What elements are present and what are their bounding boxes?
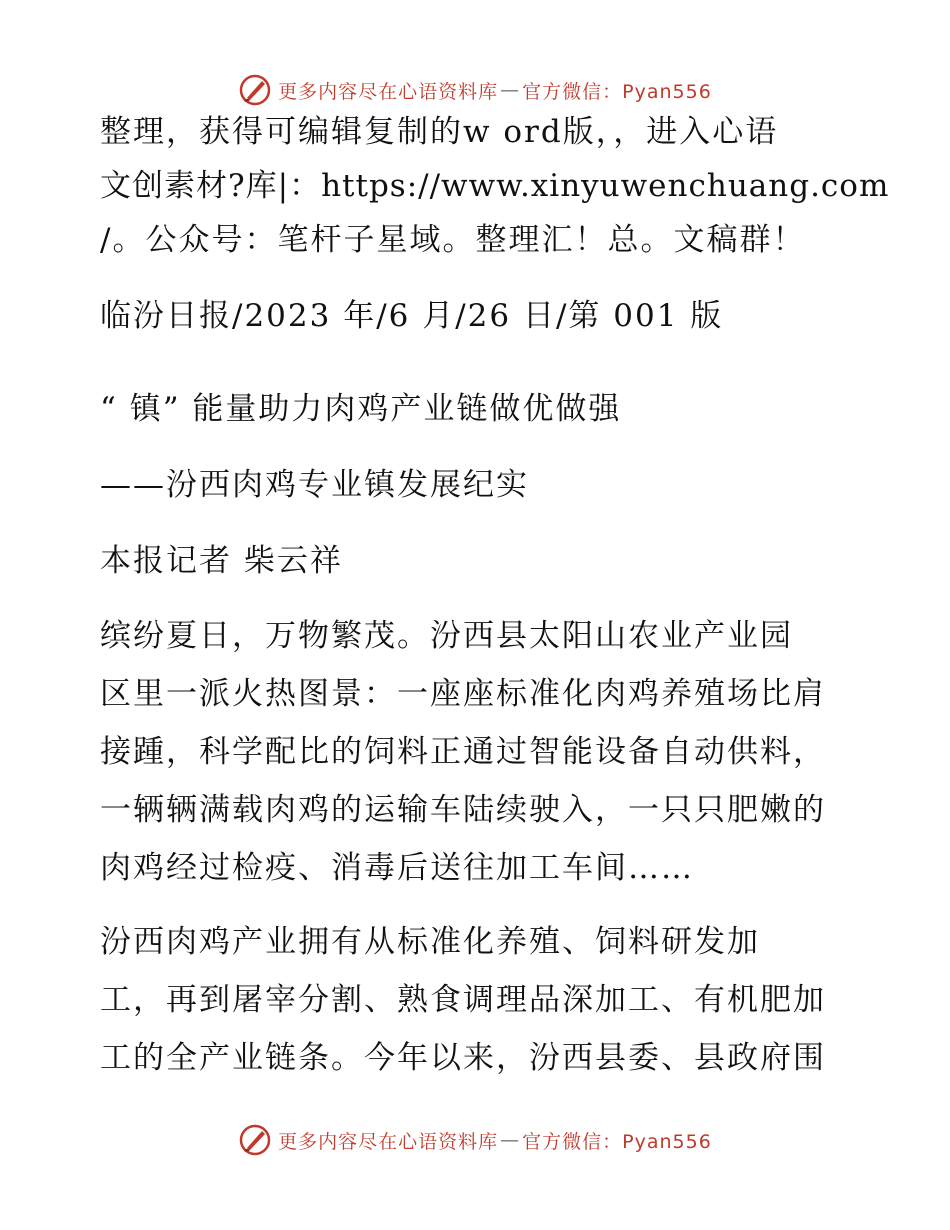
banner-text: 更多内容尽在心语资料库 <box>278 80 499 103</box>
headline: “ 镇” 能量助力肉鸡产业链做优做强 <box>100 391 622 427</box>
intro-line-1: 整理，获得可编辑复制的w ord版，，进入心语 <box>100 114 779 150</box>
brush-logo-icon <box>238 1123 272 1157</box>
intro-line-3: /。公众号：笔杆子星域。整理汇！总。文稿群！ <box>100 222 806 258</box>
subheadline: ——汾西肉鸡专业镇发展纪实 <box>100 467 529 503</box>
paragraph1-line-2: 区里一派火热图景：一座座标准化肉鸡养殖场比肩 <box>100 676 826 712</box>
paragraph1-line-4: 一辆辆满载肉鸡的运输车陆续驶入，一只只肥嫩的 <box>100 792 826 828</box>
banner-separator: — <box>500 79 521 101</box>
paragraph2-line-3: 工的全产业链条。今年以来，汾西县委、县政府围 <box>100 1040 826 1076</box>
paragraph2-line-2: 工，再到屠宰分割、熟食调理品深加工、有机肥加 <box>100 982 826 1018</box>
banner-separator: — <box>500 1129 521 1151</box>
banner-text: 更多内容尽在心语资料库 <box>278 1130 499 1153</box>
brush-logo-icon <box>238 73 272 107</box>
paragraph1-line-5: 肉鸡经过检疫、消毒后送往加工车间…… <box>100 850 694 886</box>
paragraph1-line-3: 接踵，科学配比的饲料正通过智能设备自动供料， <box>100 734 826 770</box>
banner-contact: 官方微信：Pyan556 <box>522 80 712 103</box>
watermark-banner-bottom <box>0 1120 950 1160</box>
dateline: 临汾日报/2023 年/6 月/26 日/第 001 版 <box>100 298 724 334</box>
watermark-banner-top <box>0 70 950 110</box>
paragraph2-line-1: 汾西肉鸡产业拥有从标准化养殖、饲料研发加 <box>100 924 760 960</box>
byline: 本报记者 柴云祥 <box>100 543 343 579</box>
intro-line-2: 文创素材?库|：https://www.xinyuwenchuang.com <box>100 168 890 204</box>
paragraph1-line-1: 缤纷夏日，万物繁茂。汾西县太阳山农业产业园 <box>100 618 793 654</box>
banner-contact: 官方微信：Pyan556 <box>522 1130 712 1153</box>
